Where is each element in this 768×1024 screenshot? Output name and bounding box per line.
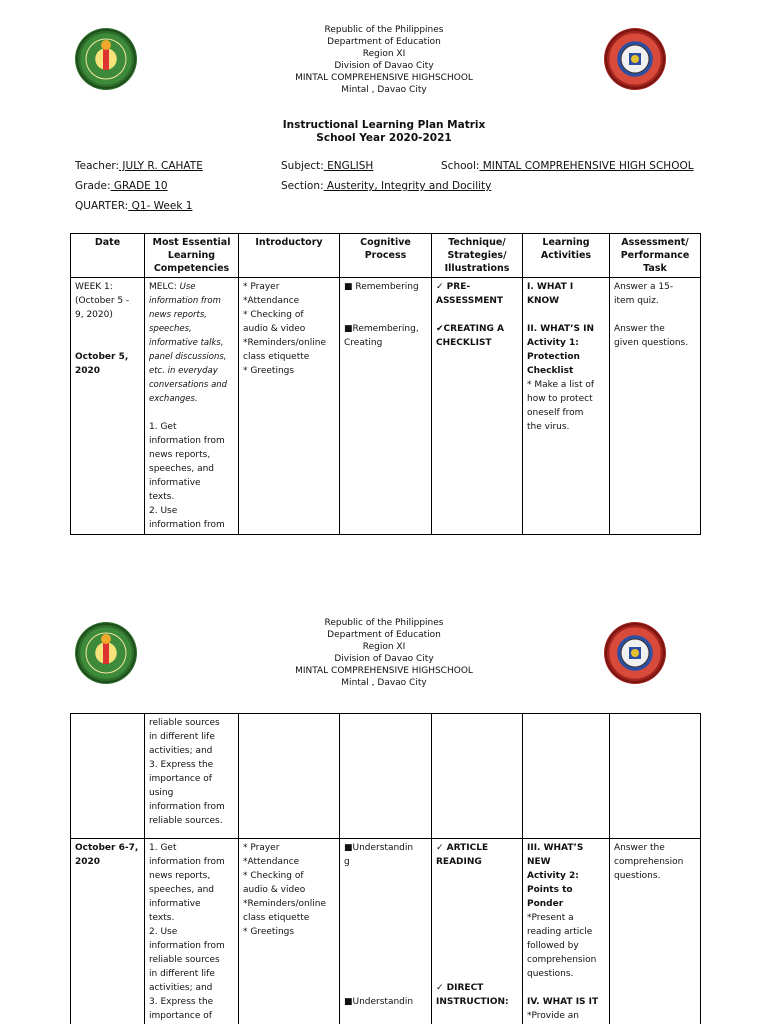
competency-line: reliable sources <box>149 718 220 728</box>
assessment-cell <box>610 839 701 1024</box>
competency-line: news reports, <box>149 450 211 460</box>
header-line: Division of Davao City <box>334 654 434 664</box>
activity-heading: I. WHAT I <box>527 282 574 292</box>
activity-heading: Activity 2: <box>527 871 579 881</box>
document-title <box>0 119 768 145</box>
intro-item: * Prayer <box>243 843 280 853</box>
week-range: (October 5 - <box>75 296 130 306</box>
activity-text: * Make a list of <box>527 380 595 390</box>
assessment-text: Answer the <box>614 843 665 853</box>
learning-activities-cell <box>523 278 610 535</box>
header-line: MINTAL COMPREHENSIVE HIGHSCHOOL <box>295 73 473 83</box>
school-label: School: <box>441 160 480 172</box>
activity-text: oneself from <box>527 408 584 418</box>
table-row <box>71 839 701 1024</box>
assessment-cell <box>610 714 701 839</box>
melc-cell <box>145 714 239 839</box>
competency-line: activities; and <box>149 983 213 993</box>
activity-heading: III. WHAT’S <box>527 843 584 853</box>
document-page-2 <box>0 600 768 1024</box>
table-row <box>71 714 701 839</box>
grade-value: GRADE 10 <box>110 180 168 192</box>
technique-item: ✓ PRE- <box>436 282 471 292</box>
cognitive-item: g <box>344 857 350 867</box>
school-field <box>441 159 694 173</box>
technique-cell <box>432 839 523 1024</box>
introductory-cell <box>239 839 340 1024</box>
intro-item: *Attendance <box>243 296 300 306</box>
activity-text: *Provide an <box>527 1011 579 1021</box>
activity-heading: Ponder <box>527 899 564 909</box>
school-year: School Year 2020-2021 <box>316 132 452 144</box>
competency-line: in different life <box>149 732 215 742</box>
introductory-cell <box>239 278 340 535</box>
competency-line: information from <box>149 436 225 446</box>
week-range: 9, 2020) <box>75 310 113 320</box>
technique-cell <box>432 714 523 839</box>
competency-line: texts. <box>149 913 175 923</box>
column-header-introductory: Introductory <box>239 234 340 278</box>
column-header-technique: Technique/ Strategies/ Illustrations <box>432 234 523 278</box>
competency-line: speeches, and <box>149 885 215 895</box>
competency-line: informative <box>149 899 201 909</box>
competency-line: speeches, and <box>149 464 215 474</box>
letterhead <box>0 24 768 96</box>
competency-line: in different life <box>149 969 215 979</box>
cognitive-item: ■Understandin <box>344 997 414 1007</box>
school-value: MINTAL COMPREHENSIVE HIGH SCHOOL <box>479 160 694 172</box>
day-date: 2020 <box>75 857 101 867</box>
column-header-learning-activities: Learning Activities <box>523 234 610 278</box>
header-line: Mintal , Davao City <box>341 85 427 95</box>
grade-field <box>75 179 168 193</box>
technique-item: ✔CREATING A <box>436 324 504 334</box>
competency-line: reliable sources <box>149 955 220 965</box>
competency-line: informative <box>149 478 201 488</box>
column-header-date: Date <box>71 234 145 278</box>
letterhead <box>0 617 768 689</box>
intro-item: *Attendance <box>243 857 300 867</box>
competency-line: importance of <box>149 774 212 784</box>
competency-line: information from <box>149 802 225 812</box>
intro-item: * Prayer <box>243 282 280 292</box>
competency-line: information from <box>149 857 225 867</box>
competency-line: 3. Express the <box>149 997 214 1007</box>
intro-item: * Checking of <box>243 310 304 320</box>
table-header-row <box>71 234 701 278</box>
activity-text: how to protect <box>527 394 593 404</box>
teacher-value: JULY R. CAHATE <box>119 160 203 172</box>
melc-cell <box>145 278 239 535</box>
activity-heading: Checklist <box>527 366 574 376</box>
technique-item: ASSESSMENT <box>436 296 504 306</box>
cognitive-process-cell <box>340 714 432 839</box>
melc-cell <box>145 839 239 1024</box>
intro-item: *Reminders/online <box>243 338 326 348</box>
activity-text: questions. <box>527 969 574 979</box>
assessment-text: item quiz. <box>614 296 659 306</box>
activity-text: the virus. <box>527 422 570 432</box>
column-header-assessment: Assessment/ Performance Task <box>610 234 701 278</box>
activity-heading: IV. WHAT IS IT <box>527 997 599 1007</box>
intro-item: * Greetings <box>243 366 295 376</box>
subject-field <box>281 159 373 173</box>
header-line: MINTAL COMPREHENSIVE HIGHSCHOOL <box>295 666 473 676</box>
assessment-cell <box>610 278 701 535</box>
activity-text: followed by <box>527 941 579 951</box>
date-cell <box>71 714 145 839</box>
header-line: Republic of the Philippines <box>324 25 444 35</box>
intro-item: class etiquette <box>243 913 310 923</box>
section-label: Section: <box>281 180 324 192</box>
assessment-text: Answer a 15- <box>614 282 674 292</box>
competency-line: information from <box>149 941 225 951</box>
learning-plan-table-continued <box>70 713 701 1024</box>
date-cell <box>71 839 145 1024</box>
intro-item: audio & video <box>243 885 306 895</box>
cognitive-item: Creating <box>344 338 383 348</box>
table-row <box>71 278 701 535</box>
competency-line: using <box>149 788 174 798</box>
header-line: Division of Davao City <box>334 61 434 71</box>
header-line: Department of Education <box>327 37 441 47</box>
activity-heading: II. WHAT’S IN <box>527 324 595 334</box>
grade-label: Grade: <box>75 180 111 192</box>
introductory-cell <box>239 714 340 839</box>
date-cell <box>71 278 145 535</box>
technique-item: INSTRUCTION: <box>436 997 509 1007</box>
assessment-text: given questions. <box>614 338 689 348</box>
technique-item: CHECKLIST <box>436 338 492 348</box>
learning-plan-table <box>70 233 701 535</box>
assessment-text: questions. <box>614 871 661 881</box>
cognitive-item: ■Understandin <box>344 843 414 853</box>
intro-item: *Reminders/online <box>243 899 326 909</box>
competency-line: 1. Get <box>149 422 177 432</box>
activity-heading: KNOW <box>527 296 560 306</box>
assessment-text: Answer the <box>614 324 665 334</box>
competency-line: importance of <box>149 1011 212 1021</box>
technique-item: READING <box>436 857 482 867</box>
header-line: Region XI <box>362 642 406 652</box>
intro-item: audio & video <box>243 324 306 334</box>
header-line: Mintal , Davao City <box>341 678 427 688</box>
cognitive-process-cell <box>340 278 432 535</box>
competency-line: information from <box>149 520 225 530</box>
day-date: October 5, <box>75 352 129 362</box>
technique-item: ✓ ARTICLE <box>436 843 489 853</box>
learning-activities-cell <box>523 839 610 1024</box>
title-line: Instructional Learning Plan Matrix <box>282 119 486 131</box>
cognitive-process-cell <box>340 839 432 1024</box>
competency-line: 3. Express the <box>149 760 214 770</box>
learning-activities-cell <box>523 714 610 839</box>
activity-heading: Activity 1: <box>527 338 579 348</box>
competency-line: news reports, <box>149 871 211 881</box>
header-line: Republic of the Philippines <box>324 618 444 628</box>
activity-text: *Present a <box>527 913 574 923</box>
day-date: October 6-7, <box>75 843 139 853</box>
assessment-text: comprehension <box>614 857 684 867</box>
activity-heading: Protection <box>527 352 580 362</box>
week-label: WEEK 1: <box>75 282 113 292</box>
activity-text: reading article <box>527 927 593 937</box>
competency-line: 1. Get <box>149 843 177 853</box>
quarter-label: QUARTER: <box>75 200 129 212</box>
section-value: Austerity, Integrity and Docility <box>323 180 492 192</box>
melc-text: Use information from news reports, speeches, informative talks, panel discussions, etc. in everyday conversations and exchanges. <box>149 282 228 404</box>
cognitive-item: ■ Remembering <box>344 282 419 292</box>
header-line: Region XI <box>362 49 406 59</box>
column-header-melc: Most Essential Learning Competencies <box>145 234 239 278</box>
quarter-field <box>75 199 192 213</box>
intro-item: * Checking of <box>243 871 304 881</box>
competency-line: 2. Use <box>149 506 178 516</box>
day-date: 2020 <box>75 366 101 376</box>
technique-item: ✓ DIRECT <box>436 983 484 993</box>
competency-line: 2. Use <box>149 927 178 937</box>
quarter-value: Q1- Week 1 <box>128 200 193 212</box>
subject-value: ENGLISH <box>323 160 374 172</box>
header-line: Department of Education <box>327 630 441 640</box>
intro-item: * Greetings <box>243 927 295 937</box>
teacher-field <box>75 159 203 173</box>
competency-line: texts. <box>149 492 175 502</box>
intro-item: class etiquette <box>243 352 310 362</box>
column-header-cognitive-process: Cognitive Process <box>340 234 432 278</box>
technique-cell <box>432 278 523 535</box>
activity-heading: Points to <box>527 885 573 895</box>
activity-text: comprehension <box>527 955 597 965</box>
cognitive-item: ■Remembering, <box>344 324 419 334</box>
section-field <box>281 179 491 193</box>
melc-label: MELC: <box>149 282 180 292</box>
activity-heading: NEW <box>527 857 551 867</box>
competency-line: activities; and <box>149 746 213 756</box>
teacher-label: Teacher: <box>75 160 120 172</box>
subject-label: Subject: <box>281 160 324 172</box>
competency-line: reliable sources. <box>149 816 223 826</box>
